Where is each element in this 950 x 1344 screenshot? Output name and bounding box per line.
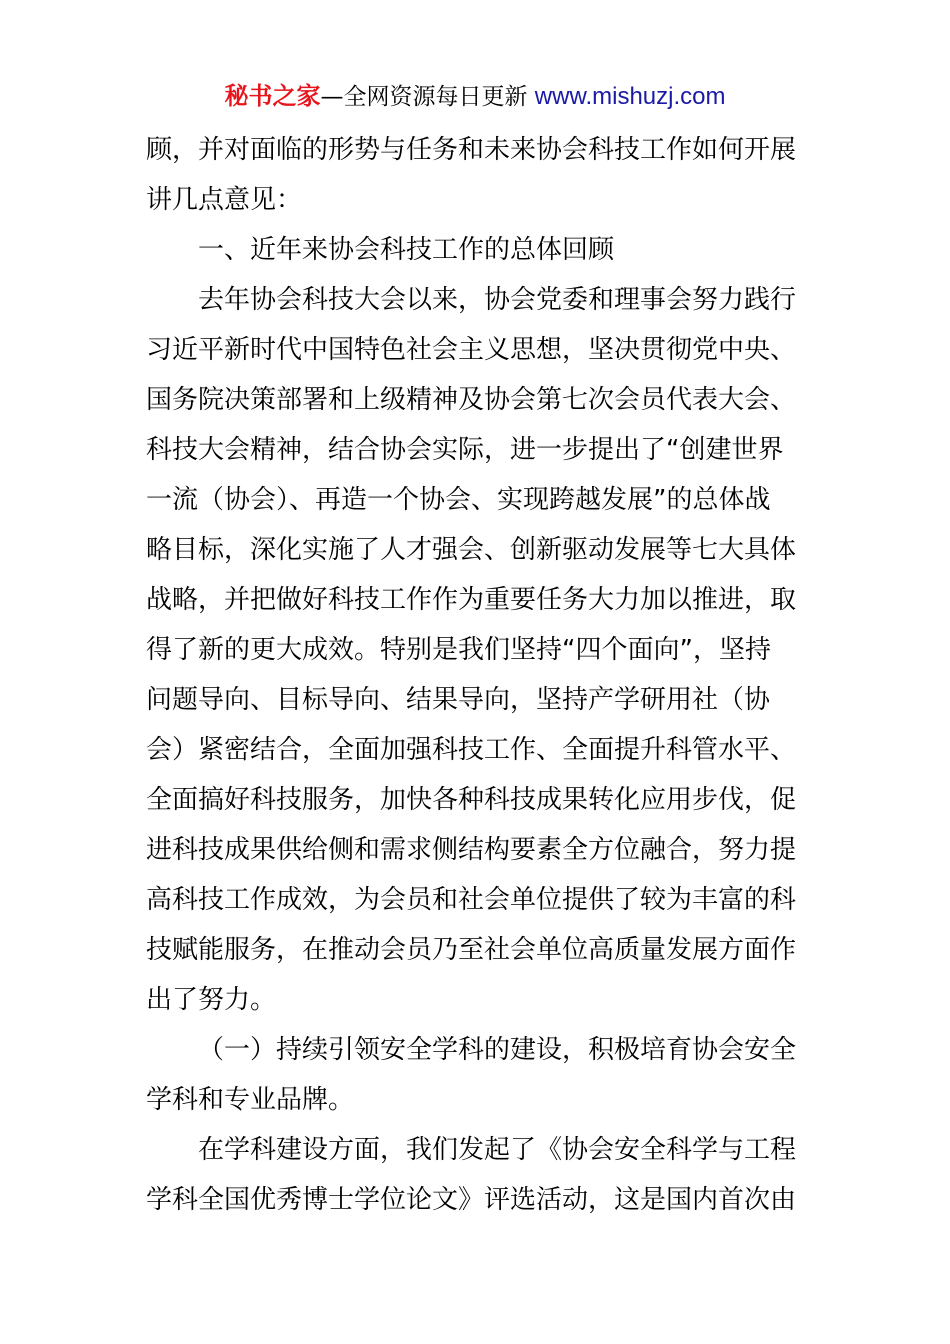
text-line: 全面搞好科技服务，加快各种科技成果转化应用步伐，促 xyxy=(146,785,797,815)
site-header xyxy=(0,78,950,115)
text-line: 讲几点意见： xyxy=(146,185,303,215)
text-line: 技赋能服务，在推动会员乃至社会单位高质量发展方面作 xyxy=(146,935,797,965)
text-line: 一流（协会）、再造一个协会、实现跨越发展”的总体战 xyxy=(146,485,771,515)
document-body xyxy=(146,125,808,1225)
paragraph-start: 在学科建设方面，我们发起了《协会安全科学与工程 xyxy=(198,1135,797,1165)
site-url-link[interactable]: www.mishuzj.com xyxy=(534,83,726,110)
site-brand: 秘书之家 xyxy=(224,82,321,110)
text-line: 出了努力。 xyxy=(146,985,277,1015)
subsection-heading: （一）持续引领安全学科的建设，积极培育协会安全 xyxy=(198,1035,797,1065)
paragraph-start: 去年协会科技大会以来，协会党委和理事会努力践行 xyxy=(198,285,797,315)
text-line: 进科技成果供给侧和需求侧结构要素全方位融合，努力提 xyxy=(146,835,797,865)
text-line: 顾，并对面临的形势与任务和未来协会科技工作如何开展 xyxy=(146,135,797,165)
text-line: 问题导向、目标导向、结果导向，坚持产学研用社（协 xyxy=(146,685,771,715)
section-heading: 一、近年来协会科技工作的总体回顾 xyxy=(198,235,615,265)
text-line: 高科技工作成效，为会员和社会单位提供了较为丰富的科 xyxy=(146,885,797,915)
site-slogan: —全网资源每日更新 xyxy=(320,84,535,110)
text-line: 战略，并把做好科技工作作为重要任务大力加以推进，取 xyxy=(146,585,797,615)
text-line: 学科全国优秀博士学位论文》评选活动，这是国内首次由 xyxy=(146,1185,797,1215)
text-line: 科技大会精神，结合协会实际，进一步提出了“创建世界 xyxy=(146,435,784,465)
text-line: 得了新的更大成效。特别是我们坚持“四个面向”，坚持 xyxy=(146,635,771,665)
text-line: 会）紧密结合，全面加强科技工作、全面提升科管水平、 xyxy=(146,735,797,765)
text-line: 习近平新时代中国特色社会主义思想，坚决贯彻党中央、 xyxy=(146,335,797,365)
text-line: 学科和专业品牌。 xyxy=(146,1085,355,1115)
text-line: 国务院决策部署和上级精神及协会第七次会员代表大会、 xyxy=(146,385,797,415)
text-line: 略目标，深化实施了人才强会、创新驱动发展等七大具体 xyxy=(146,535,797,565)
